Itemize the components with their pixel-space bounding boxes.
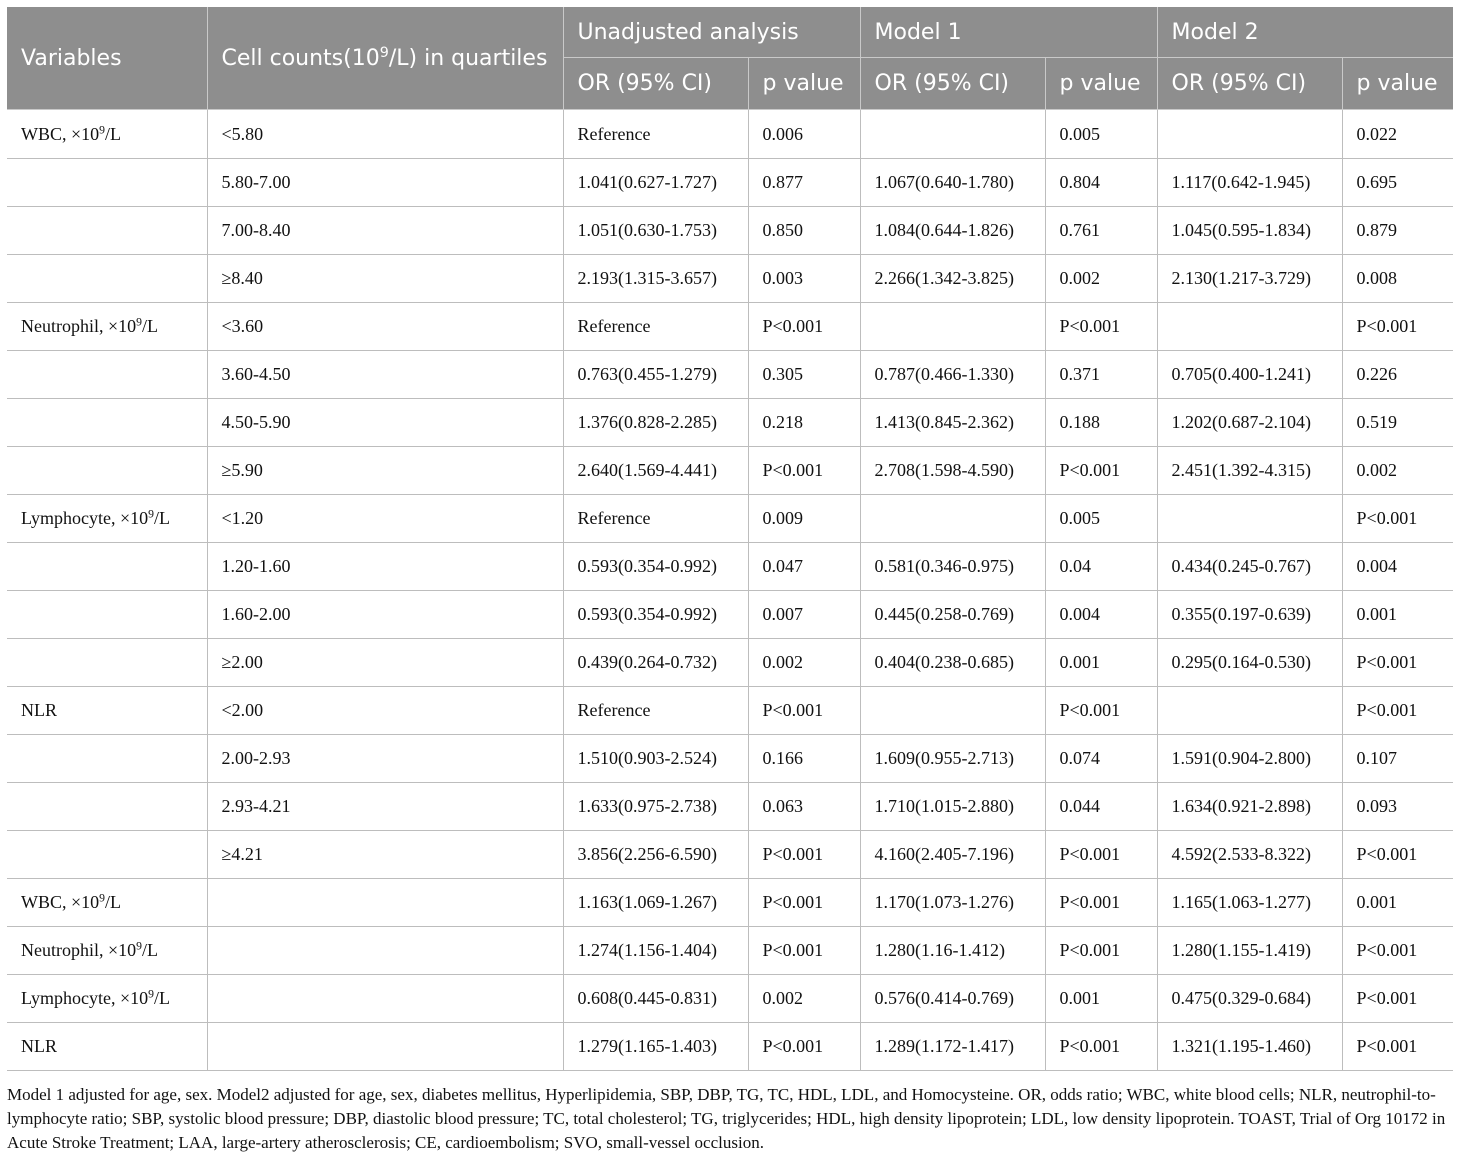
- header-group-unadjusted: Unadjusted analysis: [563, 7, 860, 58]
- cell-or-unadjusted: 3.856(2.256-6.590): [563, 831, 748, 879]
- cell-p-model1: P<0.001: [1045, 303, 1157, 351]
- cell-p-unadjusted: 0.002: [748, 975, 860, 1023]
- table-row: [7, 110, 1453, 159]
- cell-p-unadjusted: 0.305: [748, 351, 860, 399]
- cell-p-unadjusted: 0.063: [748, 783, 860, 831]
- cell-quartile: [207, 1023, 563, 1071]
- table-row: [7, 1023, 1453, 1071]
- cell-variable: [7, 159, 207, 207]
- cell-p-model2: P<0.001: [1342, 1023, 1453, 1071]
- cell-p-model2: 0.002: [1342, 447, 1453, 495]
- cell-or-model2: 0.475(0.329-0.684): [1157, 975, 1342, 1023]
- cell-quartile: 1.20-1.60: [207, 543, 563, 591]
- cell-or-unadjusted: 1.041(0.627-1.727): [563, 159, 748, 207]
- header-variables: Variables: [7, 7, 207, 110]
- variable-name: Neutrophil, ×10: [21, 940, 137, 960]
- cell-quartile: 7.00-8.40: [207, 207, 563, 255]
- variable-unit: /L: [105, 123, 121, 144]
- cell-variable: [7, 831, 207, 879]
- variable-exponent: 9: [148, 507, 154, 521]
- variable-exponent: 9: [99, 891, 105, 905]
- cell-or-model1: 1.413(0.845-2.362): [860, 399, 1045, 447]
- cell-p-unadjusted: 0.003: [748, 255, 860, 303]
- cell-quartile: <2.00: [207, 687, 563, 735]
- cell-p-model1: 0.001: [1045, 975, 1157, 1023]
- cell-or-model1: 0.576(0.414-0.769): [860, 975, 1045, 1023]
- cell-or-model1: 0.404(0.238-0.685): [860, 639, 1045, 687]
- cell-or-unadjusted: 0.763(0.455-1.279): [563, 351, 748, 399]
- cell-or-model2: 4.592(2.533-8.322): [1157, 831, 1342, 879]
- cell-quartile: ≥2.00: [207, 639, 563, 687]
- cell-or-model1: 1.084(0.644-1.826): [860, 207, 1045, 255]
- cell-p-model2: 0.226: [1342, 351, 1453, 399]
- cell-or-model2: 1.165(1.063-1.277): [1157, 879, 1342, 927]
- variable-name: WBC, ×10: [21, 892, 100, 912]
- table-row: [7, 831, 1453, 879]
- cell-variable: [7, 1023, 207, 1071]
- cell-p-unadjusted: P<0.001: [748, 1023, 860, 1071]
- cell-or-model2: [1157, 495, 1342, 543]
- cell-or-unadjusted: 2.640(1.569-4.441): [563, 447, 748, 495]
- cell-or-model2: 0.295(0.164-0.530): [1157, 639, 1342, 687]
- cell-or-model2: 1.321(1.195-1.460): [1157, 1023, 1342, 1071]
- cell-or-model1: 2.266(1.342-3.825): [860, 255, 1045, 303]
- cell-quartile: 5.80-7.00: [207, 159, 563, 207]
- cell-p-unadjusted: 0.166: [748, 735, 860, 783]
- table-row: [7, 687, 1453, 735]
- table-row: [7, 591, 1453, 639]
- cell-p-model2: P<0.001: [1342, 927, 1453, 975]
- table-row: [7, 255, 1453, 303]
- variable-name: Lymphocyte, ×10: [21, 988, 149, 1008]
- cell-or-model2: 2.130(1.217-3.729): [1157, 255, 1342, 303]
- cell-or-unadjusted: 1.279(1.165-1.403): [563, 1023, 748, 1071]
- cell-p-model1: 0.044: [1045, 783, 1157, 831]
- cell-or-model1: 1.609(0.955-2.713): [860, 735, 1045, 783]
- variable-unit: /L: [141, 316, 158, 336]
- table-row: [7, 927, 1453, 975]
- header-cell-counts-pre: Cell counts(10: [221, 45, 380, 71]
- cell-or-unadjusted: 0.439(0.264-0.732): [563, 639, 748, 687]
- cell-quartile: 2.93-4.21: [207, 783, 563, 831]
- cell-variable: [7, 255, 207, 303]
- cell-p-model1: P<0.001: [1045, 1023, 1157, 1071]
- cell-p-unadjusted: 0.006: [748, 110, 860, 159]
- cell-or-model1: [860, 303, 1045, 351]
- cell-variable: [7, 735, 207, 783]
- subheader-or-model1: OR (95% CI): [860, 58, 1045, 110]
- cell-or-unadjusted: 1.376(0.828-2.285): [563, 399, 748, 447]
- cell-quartile: <5.80: [207, 110, 563, 159]
- cell-quartile: [207, 975, 563, 1023]
- cell-or-model1: [860, 495, 1045, 543]
- cell-variable: [7, 495, 207, 543]
- cell-p-model1: 0.004: [1045, 591, 1157, 639]
- cell-or-model2: 0.355(0.197-0.639): [1157, 591, 1342, 639]
- cell-variable: [7, 975, 207, 1023]
- variable-exponent: 9: [136, 939, 142, 953]
- cell-quartile: [207, 927, 563, 975]
- cell-or-model1: 0.445(0.258-0.769): [860, 591, 1045, 639]
- cell-variable: [7, 543, 207, 591]
- cell-or-unadjusted: 0.608(0.445-0.831): [563, 975, 748, 1023]
- cell-or-unadjusted: 1.633(0.975-2.738): [563, 783, 748, 831]
- cell-p-model2: 0.879: [1342, 207, 1453, 255]
- table-row: [7, 159, 1453, 207]
- cell-p-unadjusted: 0.047: [748, 543, 860, 591]
- cell-p-model1: 0.005: [1045, 110, 1157, 159]
- table-footnote: Model 1 adjusted for age, sex. Model2 adjusted for age, sex, diabetes mellitus, Hyperlipidemia, SBP, DBP, TG, TC, HDL, LDL, and Homocysteine. OR, odds ratio; WBC, white blood cells; NLR, neutrophil-to-lymphocyte ratio; SBP, systolic blood pressure; DBP, diastolic blood pressure; TC, total cholesterol; TG, triglycerides; HDL, high density lipoprotein; LDL, low density lipoprotein. TOAST, Trial of Org 10172 in Acute Stroke Treatment; LAA, large-artery atherosclerosis; CE, cardioembolism; SVO, small-vessel occlusion.: [7, 1085, 1446, 1152]
- variable-name: NLR: [21, 1036, 57, 1056]
- cell-or-unadjusted: Reference: [563, 303, 748, 351]
- cell-or-model2: [1157, 303, 1342, 351]
- cell-or-unadjusted: Reference: [563, 110, 748, 159]
- table-body: [7, 110, 1453, 1071]
- cell-p-model1: P<0.001: [1045, 927, 1157, 975]
- variable-exponent: 9: [99, 123, 105, 137]
- cell-quartile: 3.60-4.50: [207, 351, 563, 399]
- cell-or-model1: 1.067(0.640-1.780): [860, 159, 1045, 207]
- cell-or-model2: 2.451(1.392-4.315): [1157, 447, 1342, 495]
- cell-p-model1: P<0.001: [1045, 879, 1157, 927]
- cell-p-model1: 0.188: [1045, 399, 1157, 447]
- cell-variable: [7, 687, 207, 735]
- cell-or-unadjusted: Reference: [563, 495, 748, 543]
- cell-p-unadjusted: 0.002: [748, 639, 860, 687]
- table-row: [7, 639, 1453, 687]
- cell-or-model1: [860, 687, 1045, 735]
- table-header: [7, 7, 1453, 110]
- cell-p-model2: P<0.001: [1342, 303, 1453, 351]
- cell-quartile: 2.00-2.93: [207, 735, 563, 783]
- cell-p-model2: 0.008: [1342, 255, 1453, 303]
- cell-p-unadjusted: P<0.001: [748, 303, 860, 351]
- table-row: [7, 207, 1453, 255]
- cell-p-model2: 0.022: [1342, 110, 1453, 159]
- cell-p-model2: 0.107: [1342, 735, 1453, 783]
- results-table-container: [7, 7, 1453, 1071]
- cell-or-unadjusted: 0.593(0.354-0.992): [563, 543, 748, 591]
- cell-p-model2: P<0.001: [1342, 639, 1453, 687]
- cell-or-unadjusted: 1.274(1.156-1.404): [563, 927, 748, 975]
- cell-p-model2: P<0.001: [1342, 831, 1453, 879]
- cell-p-model2: P<0.001: [1342, 495, 1453, 543]
- cell-variable: [7, 927, 207, 975]
- cell-p-model2: 0.519: [1342, 399, 1453, 447]
- cell-or-unadjusted: Reference: [563, 687, 748, 735]
- cell-or-unadjusted: 1.510(0.903-2.524): [563, 735, 748, 783]
- cell-p-unadjusted: 0.007: [748, 591, 860, 639]
- table-row: [7, 399, 1453, 447]
- cell-p-model1: 0.005: [1045, 495, 1157, 543]
- cell-p-unadjusted: P<0.001: [748, 687, 860, 735]
- cell-or-unadjusted: 0.593(0.354-0.992): [563, 591, 748, 639]
- cell-or-model2: 1.591(0.904-2.800): [1157, 735, 1342, 783]
- cell-p-model1: 0.001: [1045, 639, 1157, 687]
- subheader-p-model1: p value: [1045, 58, 1157, 110]
- cell-quartile: <1.20: [207, 495, 563, 543]
- subheader-or-model2: OR (95% CI): [1157, 58, 1342, 110]
- cell-p-model2: 0.093: [1342, 783, 1453, 831]
- cell-quartile: 4.50-5.90: [207, 399, 563, 447]
- cell-or-model1: 1.170(1.073-1.276): [860, 879, 1045, 927]
- table-row: [7, 447, 1453, 495]
- cell-p-model2: 0.001: [1342, 879, 1453, 927]
- cell-p-unadjusted: P<0.001: [748, 927, 860, 975]
- cell-p-unadjusted: 0.009: [748, 495, 860, 543]
- table-row: [7, 495, 1453, 543]
- table-row: [7, 879, 1453, 927]
- cell-quartile: ≥8.40: [207, 255, 563, 303]
- cell-or-model1: [860, 110, 1045, 159]
- cell-p-model1: 0.804: [1045, 159, 1157, 207]
- cell-or-model2: 1.045(0.595-1.834): [1157, 207, 1342, 255]
- cell-or-model1: 1.710(1.015-2.880): [860, 783, 1045, 831]
- table-row: [7, 975, 1453, 1023]
- variable-unit: /L: [141, 940, 158, 960]
- variable-unit: /L: [105, 892, 121, 912]
- cell-p-model2: 0.001: [1342, 591, 1453, 639]
- cell-p-unadjusted: P<0.001: [748, 879, 860, 927]
- cell-or-model2: 1.202(0.687-2.104): [1157, 399, 1342, 447]
- cell-variable: [7, 783, 207, 831]
- cell-quartile: 1.60-2.00: [207, 591, 563, 639]
- subheader-or-unadjusted: OR (95% CI): [563, 58, 748, 110]
- cell-or-model1: 0.581(0.346-0.975): [860, 543, 1045, 591]
- table-row: [7, 543, 1453, 591]
- cell-variable: [7, 879, 207, 927]
- cell-variable: [7, 207, 207, 255]
- cell-p-model2: 0.004: [1342, 543, 1453, 591]
- cell-p-model1: P<0.001: [1045, 687, 1157, 735]
- subheader-p-unadjusted: p value: [748, 58, 860, 110]
- cell-p-unadjusted: P<0.001: [748, 831, 860, 879]
- cell-variable: [7, 447, 207, 495]
- cell-p-model1: 0.04: [1045, 543, 1157, 591]
- cell-p-model2: P<0.001: [1342, 975, 1453, 1023]
- header-cell-counts-post: /L) in quartiles: [388, 45, 548, 71]
- cell-or-model2: [1157, 110, 1342, 159]
- odds-ratio-table: [7, 7, 1453, 1071]
- variable-unit: /L: [153, 508, 170, 528]
- cell-p-model1: P<0.001: [1045, 447, 1157, 495]
- cell-quartile: <3.60: [207, 303, 563, 351]
- variable-name: Lymphocyte, ×10: [21, 508, 149, 528]
- cell-or-model2: 1.117(0.642-1.945): [1157, 159, 1342, 207]
- cell-or-model1: 0.787(0.466-1.330): [860, 351, 1045, 399]
- cell-or-unadjusted: 1.051(0.630-1.753): [563, 207, 748, 255]
- cell-variable: [7, 110, 207, 159]
- table-row: [7, 783, 1453, 831]
- cell-quartile: [207, 879, 563, 927]
- variable-name: Neutrophil, ×10: [21, 316, 137, 336]
- cell-or-model2: 1.634(0.921-2.898): [1157, 783, 1342, 831]
- cell-quartile: ≥5.90: [207, 447, 563, 495]
- cell-p-unadjusted: 0.877: [748, 159, 860, 207]
- cell-p-unadjusted: 0.218: [748, 399, 860, 447]
- cell-or-model1: 1.280(1.16-1.412): [860, 927, 1045, 975]
- cell-p-model2: 0.695: [1342, 159, 1453, 207]
- cell-or-model1: 1.289(1.172-1.417): [860, 1023, 1045, 1071]
- cell-or-model2: 1.280(1.155-1.419): [1157, 927, 1342, 975]
- cell-or-model1: 2.708(1.598-4.590): [860, 447, 1045, 495]
- variable-name: NLR: [21, 700, 57, 720]
- cell-p-model2: P<0.001: [1342, 687, 1453, 735]
- variable-unit: /L: [153, 988, 170, 1008]
- cell-p-model1: 0.371: [1045, 351, 1157, 399]
- header-cell-counts: [207, 7, 563, 110]
- header-group-model1: Model 1: [860, 7, 1157, 58]
- cell-variable: [7, 591, 207, 639]
- header-group-model2: Model 2: [1157, 7, 1453, 58]
- cell-variable: [7, 639, 207, 687]
- cell-p-model1: 0.002: [1045, 255, 1157, 303]
- table-row: [7, 351, 1453, 399]
- cell-p-unadjusted: P<0.001: [748, 447, 860, 495]
- variable-exponent: 9: [136, 315, 142, 329]
- cell-or-model1: 4.160(2.405-7.196): [860, 831, 1045, 879]
- cell-variable: [7, 399, 207, 447]
- cell-or-unadjusted: 2.193(1.315-3.657): [563, 255, 748, 303]
- table-row: [7, 735, 1453, 783]
- cell-or-unadjusted: 1.163(1.069-1.267): [563, 879, 748, 927]
- cell-or-model2: [1157, 687, 1342, 735]
- cell-p-model1: 0.074: [1045, 735, 1157, 783]
- cell-p-model1: P<0.001: [1045, 831, 1157, 879]
- variable-exponent: 9: [148, 987, 154, 1001]
- table-row: [7, 303, 1453, 351]
- cell-variable: [7, 303, 207, 351]
- variable-name: WBC, ×10: [21, 123, 100, 144]
- cell-quartile: ≥4.21: [207, 831, 563, 879]
- cell-p-unadjusted: 0.850: [748, 207, 860, 255]
- cell-p-model1: 0.761: [1045, 207, 1157, 255]
- subheader-p-model2: p value: [1342, 58, 1453, 110]
- cell-or-model2: 0.434(0.245-0.767): [1157, 543, 1342, 591]
- header-cell-counts-sup: 9: [379, 44, 389, 61]
- cell-variable: [7, 351, 207, 399]
- cell-or-model2: 0.705(0.400-1.241): [1157, 351, 1342, 399]
